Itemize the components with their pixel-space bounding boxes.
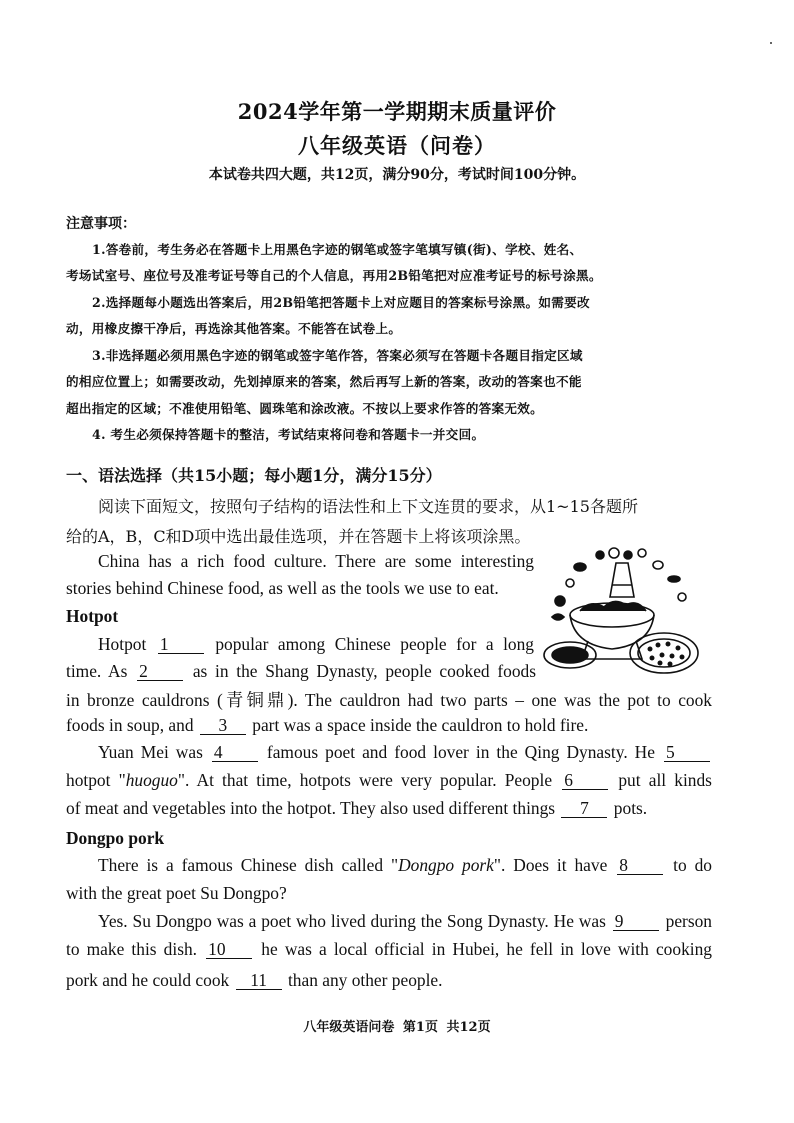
- answer-blank: 8: [617, 857, 663, 875]
- page-footer: 八年级英语问卷 第1页 共12页: [303, 1020, 491, 1035]
- page-title: 2024学年第一学期期末质量评价: [237, 99, 557, 124]
- answer-blank: 2: [137, 663, 183, 681]
- note-line: 考场试室号、座位号及准考证号等自己的个人信息，再用2B铅笔把对应准考证号的标号涂黑。: [66, 268, 602, 283]
- answer-blank: 5: [664, 744, 710, 762]
- answer-blank: 7: [561, 800, 607, 818]
- note-line: 3.非选择题必须用黑色字迹的钢笔或签字笔作答，答案必须写在答题卡各题目指定区域: [92, 348, 583, 363]
- passage-line: China has a rich food culture. There are some interesting: [98, 551, 534, 571]
- note-line: 动，用橡皮擦干净后，再选涂其他答案。不能答在试卷上。: [66, 321, 402, 336]
- passage-heading: Hotpot: [66, 606, 119, 626]
- passage-heading: Dongpo pork: [66, 828, 165, 848]
- answer-blank: 11: [236, 972, 282, 990]
- note-line: 2.选择题每小题选出答案后，用2B铅笔把答题卡上对应题目的答案标号涂黑。如需要改: [92, 295, 590, 310]
- note-line: 4. 考生必须保持答题卡的整洁，考试结束将问卷和答题卡一并交回。: [92, 427, 485, 442]
- exam-info: 本试卷共四大题，共12页，满分90分，考试时间100分钟。: [208, 167, 586, 183]
- hotpot-illustration-icon: [540, 545, 700, 685]
- answer-blank: 3: [200, 717, 246, 735]
- passage-line: Yes. Su Dongpo was a poet who lived during the Song Dynasty. He was 9 person: [98, 911, 712, 931]
- passage-line: hotpot "huoguo". At that time, hotpots were very popular. People 6 put all kinds: [66, 770, 712, 790]
- section-instruction: 给的A，B，C和D项中选出最佳选项，并在答题卡上将该项涂黑。: [66, 527, 531, 546]
- answer-blank: 1: [158, 636, 204, 654]
- answer-blank: 4: [212, 744, 258, 762]
- notes-heading: 注意事项：: [66, 216, 136, 232]
- passage-line: Hotpot 1 popular among Chinese people for a long: [98, 634, 534, 654]
- note-line: 超出指定的区域；不准使用铅笔、圆珠笔和涂改液。不按以上要求作答的答案无效。: [66, 401, 544, 416]
- note-line: 1.答卷前，考生务必在答题卡上用黑色字迹的钢笔或签字笔填写镇(街)、学校、姓名、: [92, 242, 583, 257]
- section-instruction: 阅读下面短文，按照句子结构的语法性和上下文连贯的要求，从1~15各题所: [98, 497, 638, 516]
- passage-line: stories behind Chinese food, as well as the tools we use to eat.: [66, 578, 499, 598]
- passage-line: Yuan Mei was 4 famous poet and food lover in the Qing Dynasty. He 5: [98, 742, 712, 763]
- passage-line: foods in soup, and 3 part was a space inside the cauldron to hold fire.: [66, 715, 589, 735]
- page-subtitle: 八年级英语（问卷）: [298, 133, 496, 158]
- passage-line: to make this dish. 10 he was a local official in Hubei, he fell in love with cooking: [66, 939, 712, 959]
- passage-line: pork and he could cook 11 than any other people.: [66, 970, 443, 990]
- section-heading: 一、语法选择（共15小题；每小题1分，满分15分）: [66, 466, 442, 485]
- passage-line: with the great poet Su Dongpo?: [66, 883, 287, 903]
- note-line: 的相应位置上；如需要改动，先划掉原来的答案，然后再写上新的答案，改动的答案也不能: [66, 374, 582, 389]
- scan-speck: [770, 42, 772, 44]
- passage-line: There is a famous Chinese dish called "Dongpo pork". Does it have 8 to do: [98, 855, 712, 875]
- answer-blank: 6: [562, 772, 608, 790]
- passage-line: in bronze cauldrons (青铜鼎). The cauldron had two parts – one was the pot to cook: [66, 690, 712, 710]
- passage-line: time. As 2 as in the Shang Dynasty, people cooked foods: [66, 661, 536, 681]
- passage-line: of meat and vegetables into the hotpot. They also used different things 7 pots.: [66, 798, 648, 818]
- answer-blank: 10: [206, 941, 252, 959]
- answer-blank: 9: [613, 913, 659, 931]
